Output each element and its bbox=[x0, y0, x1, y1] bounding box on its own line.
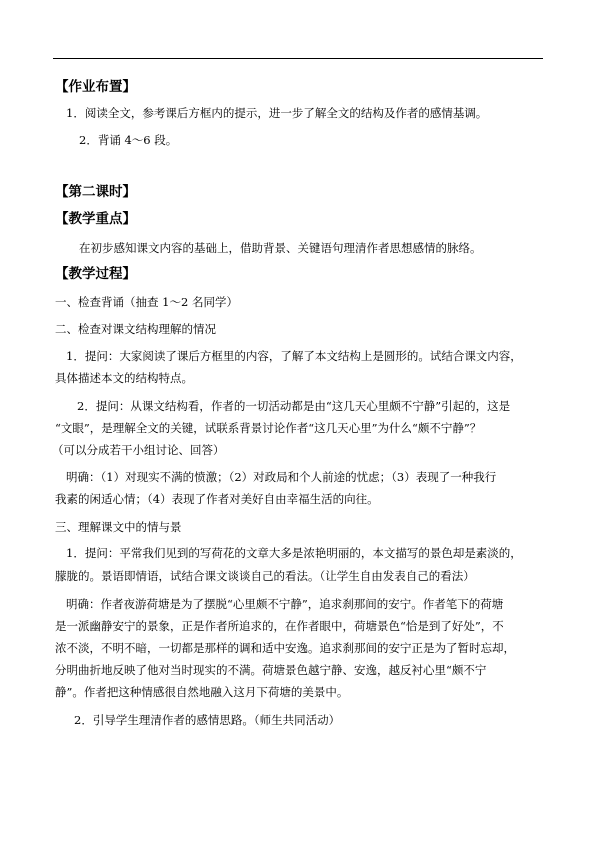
question-2-line-2: “文眼”，是理解全文的关键，试联系背景讨论作者“这几天心里”为什么“颇不宁静”？ bbox=[55, 421, 482, 435]
question-1-line-1: 1．提问：大家阅读了课后方框里的内容，了解了本文结构上是圆形的。试结合课文内容， bbox=[66, 349, 522, 363]
question-2-line-3: （可以分成若干小组讨论、回答） bbox=[52, 443, 225, 457]
answer-3-line-5: 静”。作者把这种情感很自然地融入这月下荷塘的美景中。 bbox=[55, 685, 349, 699]
homework-heading: 【作业布置】 bbox=[55, 79, 136, 95]
answer-2-line-1: 明确：（1）对现实不满的愤激；（2）对政局和个人前途的忧虑；（3）表现了一种我行 bbox=[66, 470, 497, 484]
homework-item-1: 1．阅读全文，参考课后方框内的提示，进一步了解全文的结构及作者的感情基调。 bbox=[66, 106, 488, 120]
focus-heading: 【教学重点】 bbox=[55, 211, 136, 227]
answer-3-line-3: 浓不淡，不明不暗，一切都是那样的调和适中安逸。追求刹那间的安宁正是为了暂时忘却， bbox=[55, 641, 515, 655]
section-2-title: 二、检查对课文结构理解的情况 bbox=[55, 322, 216, 336]
homework-item-2: 2．背诵 4～6 段。 bbox=[79, 133, 178, 147]
question-4: 2．引导学生理清作者的感情思路。（师生共同活动） bbox=[74, 713, 341, 727]
answer-2-line-2: 我素的闲适心情；（4）表现了作者对美好自由幸福生活的向往。 bbox=[55, 492, 379, 506]
focus-text: 在初步感知课文内容的基础上，借助背景、关键语句理清作者思想感情的脉络。 bbox=[79, 241, 482, 255]
question-3-line-2: 朦胧的。景语即情语，试结合课文谈谈自己的看法。（让学生自由发表自己的看法） bbox=[55, 569, 475, 583]
question-1-line-2: 具体描述本文的结构特点。 bbox=[55, 371, 193, 385]
answer-3-line-2: 是一派幽静安宁的景象，正是作者所追求的，在作者眼中，荷塘景色“恰是到了好处”，不 bbox=[55, 619, 504, 633]
lesson-2-heading: 【第二课时】 bbox=[55, 184, 136, 200]
section-1-title: 一、检查背诵（抽查 1～2 名同学） bbox=[55, 295, 238, 309]
answer-3-line-1: 明确：作者夜游荷塘是为了摆脱“心里颇不宁静”，追求刹那间的安宁。作者笔下的荷塘 bbox=[66, 597, 504, 611]
question-3-line-1: 1．提问：平常我们见到的写荷花的文章大多是浓艳明丽的，本文描写的景色却是素淡的， bbox=[66, 546, 522, 560]
question-2-line-1: 2．提问：从课文结构看，作者的一切活动都是由“这几天心里颇不宁静”引起的，这是 bbox=[77, 399, 511, 413]
answer-3-line-4: 分明曲折地反映了他对当时现实的不满。荷塘景色越宁静、安逸，越反衬心里“颇不宁 bbox=[55, 663, 487, 677]
process-heading: 【教学过程】 bbox=[55, 266, 136, 282]
header-rule bbox=[53, 58, 543, 59]
section-3-title: 三、理解课文中的情与景 bbox=[55, 520, 182, 534]
